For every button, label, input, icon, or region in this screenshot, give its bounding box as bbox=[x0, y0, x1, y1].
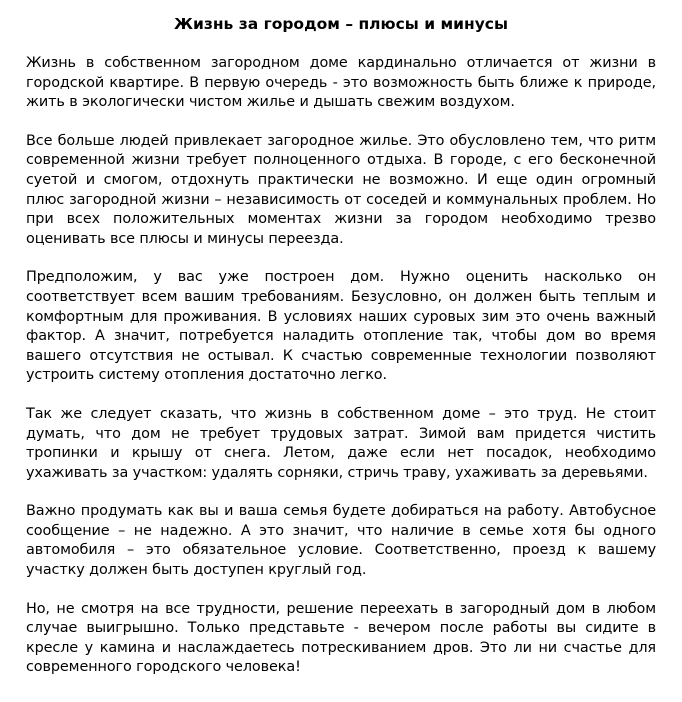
paragraph-popularity: Все больше людей привлекает загородное жилье. Это обусловлено тем, что ритм современной жизни требует полноценного отдыха. В городе, с его бесконечной суетой и смогом, отдохнуть практически не возможно. И еще один огромный плюс загородной жизни – независимость от соседей и коммунальных проблем. Но при всех положительных моментах жизни за городом необходимо трезво оценивать все плюсы и минусы переезда. bbox=[26, 132, 656, 247]
paragraph-intro: Жизнь в собственном загородном доме кардинально отличается от жизни в городской квартире. В первую очередь - это возможность быть ближе к природе, жить в экологически чистом жилье и дышать свежим воздухом. bbox=[26, 55, 656, 111]
paragraph-heating: Предположим, у вас уже построен дом. Нужно оценить насколько он соответствует всем вашим требованиям. Безусловно, он должен быть теплым и комфортным для проживания. В условиях наших суровых зим это очень важный фактор. А значит, потребуется наладить отопление так, чтобы дом во время вашего отсутствия не остывал. К счастью современные технологии позволяют устроить систему отопления достаточно легко. bbox=[26, 269, 656, 384]
paragraph-labor: Так же следует сказать, что жизнь в собственном доме – это труд. Не стоит думать, что дом не требует трудовых затрат. Зимой вам придется чистить тропинки и крышу от снега. Летом, даже если нет посадок, необходимо ухаживать за участком: удалять сорняки, стричь траву, ухаживать за деревьями. bbox=[26, 405, 656, 481]
paragraph-transport: Важно продумать как вы и ваша семья будете добираться на работу. Автобусное сообщение – не надежно. А это значит, что наличие в семье хотя бы одного автомобиля – это обязательное условие. Соответственно, проезд к вашему участку должен быть доступен круглый год. bbox=[26, 503, 656, 579]
paragraph-conclusion: Но, не смотря на все трудности, решение переехать в загородный дом в любом случае выигрышно. Только представьте - вечером после работы вы сидите в кресле у камина и наслаждаетесь потрескиванием дров. Это ли ни счастье для современного городского человека! bbox=[26, 600, 656, 676]
document-title: Жизнь за городом – плюсы и минусы bbox=[173, 15, 508, 33]
